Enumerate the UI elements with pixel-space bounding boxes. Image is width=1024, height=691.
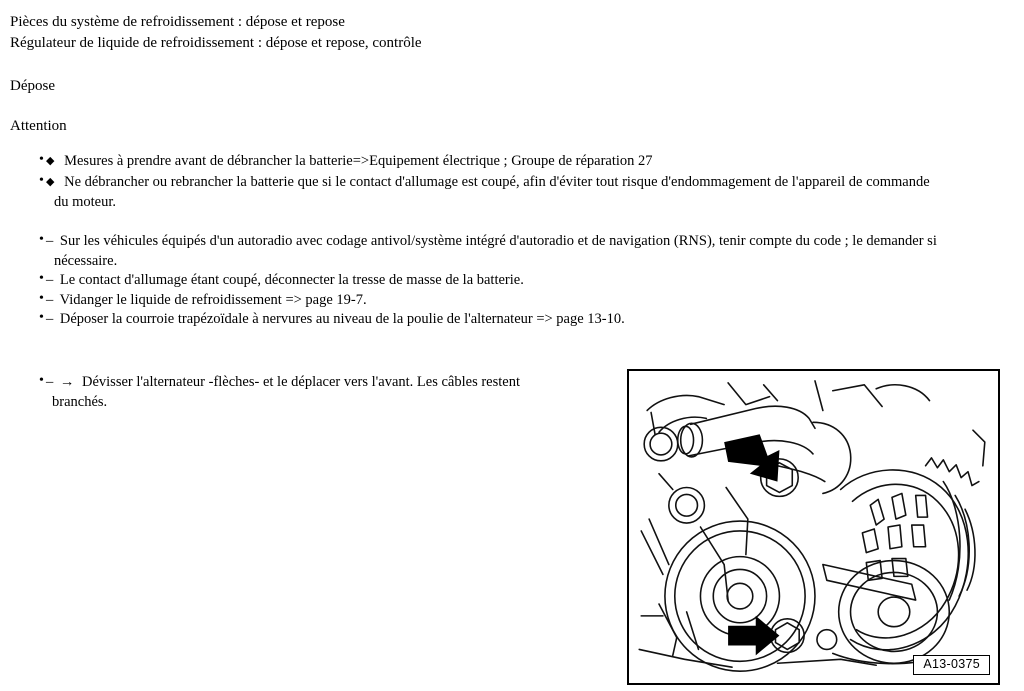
warning-list (0, 152, 1010, 213)
list-item (0, 271, 1010, 291)
section-heading-depose: Dépose (10, 78, 55, 94)
list-item-text: Vidanger le liquide de refroidissement => page 19-7. (59, 291, 367, 308)
list-item-text: Dévisser l'alternateur -flèches- et le déplacer vers l'avant. Les câbles restent (82, 374, 520, 390)
list-item-text: Mesures à prendre avant de débrancher la batterie=>Equipement électrique ; Groupe de réparation 27 (64, 153, 653, 169)
step-list (0, 232, 1010, 330)
diamond-marker-icon: ◆ (46, 155, 55, 167)
list-item-text: Le contact d'allumage étant coupé, déconnecter la tresse de masse de la batterie. (59, 272, 524, 288)
list-item (0, 232, 1010, 271)
alternator-line-drawing (629, 371, 998, 683)
dash-marker-icon: – (46, 233, 54, 249)
illustration-figure (627, 369, 1000, 685)
final-step-list (0, 373, 600, 412)
page-title-secondary: Régulateur de liquide de refroidissement : dépose et repose, contrôle (10, 35, 422, 51)
page-title-primary: Pièces du système de refroidissement : dépose et repose (10, 14, 345, 30)
dash-marker-icon: – (46, 374, 54, 390)
list-item (0, 173, 1010, 213)
list-item (0, 310, 1010, 330)
right-arrow-icon: → (59, 374, 75, 390)
list-item-text-continued: branchés. (52, 393, 108, 410)
list-item-text: Sur les véhicules équipés d'un autoradio avec codage antivol/système intégré d'autoradio et de navigation (RNS), tenir compte du code ; le demander si (59, 233, 937, 249)
list-item-text: Déposer la courroie trapézoïdale à nervures au niveau de la poulie de l'alternateur => page 13-10. (59, 311, 625, 327)
dash-marker-icon: – (46, 272, 54, 288)
dash-marker-icon: – (46, 311, 54, 327)
list-item-text-continued: nécessaire. (54, 252, 118, 269)
list-item-text-continued: du moteur. (54, 194, 117, 210)
section-heading-attention: Attention (10, 118, 67, 134)
page-title-block (10, 12, 422, 54)
figure-id-label: A13-0375 (913, 655, 990, 675)
list-item (0, 152, 1010, 173)
list-item (0, 373, 600, 412)
list-item-text: Ne débrancher ou rebrancher la batterie que si le contact d'allumage est coupé, afin d'éviter tout risque d'endommagement de l'appareil de commande (64, 173, 930, 190)
list-item (0, 291, 1010, 311)
diamond-marker-icon: ◆ (46, 175, 55, 188)
dash-marker-icon: – (46, 291, 54, 308)
